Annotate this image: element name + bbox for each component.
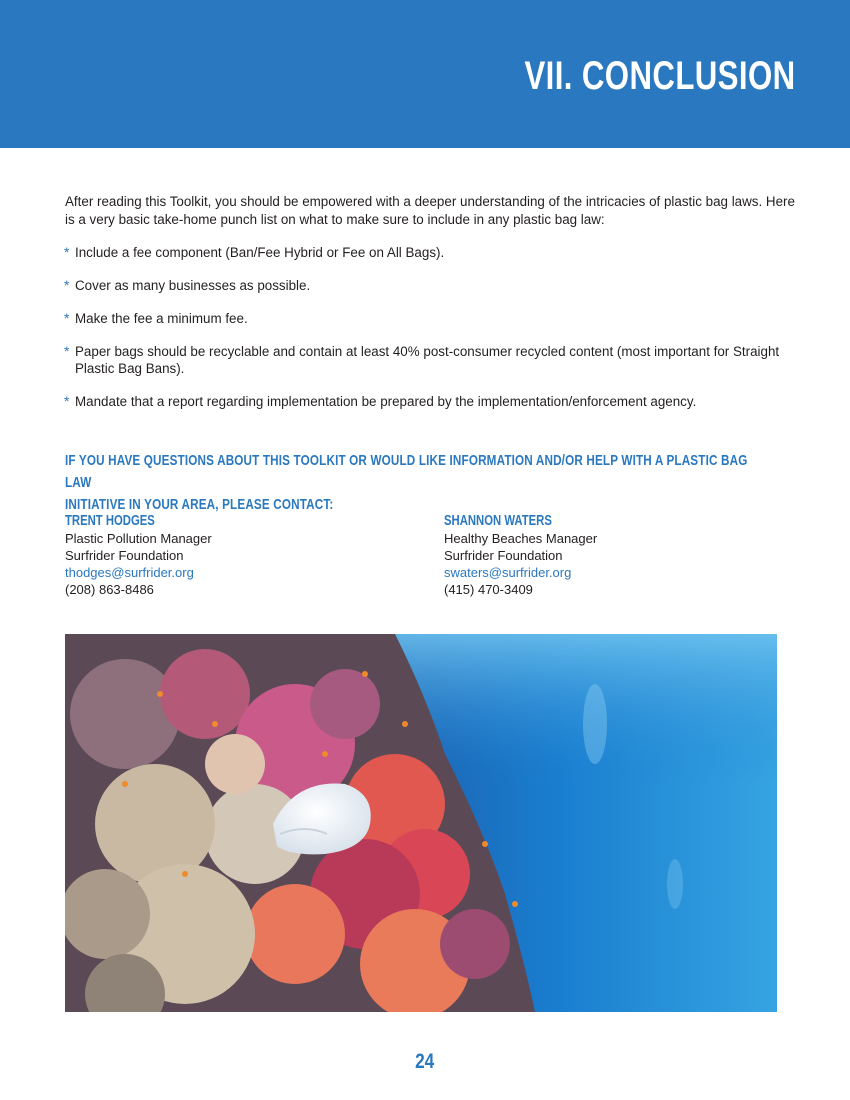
list-item	[64, 343, 784, 377]
contact-email-link[interactable]: thodges@surfrider.org	[65, 565, 194, 580]
contact-role: Healthy Beaches Manager	[444, 531, 598, 546]
asterisk-bullet-icon: *	[64, 343, 70, 359]
list-item	[64, 244, 784, 261]
page-number	[0, 1050, 850, 1074]
list-item	[64, 310, 784, 327]
contact-phone: (415) 470-3409	[444, 582, 533, 597]
list-item-text: Paper bags should be recyclable and contain at least 40% post-consumer recycled content (most important for Straight Plastic Bag Bans).	[75, 344, 780, 376]
list-item	[64, 277, 784, 294]
contact-name: SHANNON WATERS	[444, 513, 552, 529]
list-item-text: Make the fee a minimum fee.	[75, 311, 248, 326]
contact-email-link[interactable]: swaters@surfrider.org	[444, 565, 572, 580]
contact-card-shannon	[444, 512, 597, 598]
contact-role: Plastic Pollution Manager	[65, 531, 212, 546]
coral-reef-plastic-bag-photo	[65, 634, 777, 1012]
contact-org: Surfrider Foundation	[444, 548, 563, 563]
list-item-text: Mandate that a report regarding implementation be prepared by the implementation/enforcement agency.	[75, 394, 697, 409]
coral-reef-illustration	[65, 634, 777, 1012]
contact-heading-line-2: INITIATIVE IN YOUR AREA, PLEASE CONTACT:	[65, 496, 334, 513]
list-item	[64, 393, 784, 410]
punch-list	[64, 244, 784, 426]
contact-heading-line-1: IF YOU HAVE QUESTIONS ABOUT THIS TOOLKIT OR WOULD LIKE INFORMATION AND/OR HELP WITH A PLASTIC BAG LAW	[65, 452, 748, 491]
page-number-text: 24	[415, 1050, 435, 1073]
list-item-text: Include a fee component (Ban/Fee Hybrid or Fee on All Bags).	[75, 245, 445, 260]
asterisk-bullet-icon: *	[64, 393, 70, 409]
contact-heading	[65, 450, 767, 516]
header-band	[0, 0, 850, 148]
section-title: VII. CONCLUSION	[524, 54, 796, 98]
contact-phone: (208) 863-8486	[65, 582, 154, 597]
asterisk-bullet-icon: *	[64, 244, 70, 260]
list-item-text: Cover as many businesses as possible.	[75, 278, 311, 293]
contact-card-trent	[65, 512, 212, 598]
contact-org: Surfrider Foundation	[65, 548, 184, 563]
asterisk-bullet-icon: *	[64, 310, 70, 326]
contact-name: TRENT HODGES	[65, 513, 155, 529]
intro-paragraph: After reading this Toolkit, you should be empowered with a deeper understanding of the intricacies of plastic bag laws. Here is a very basic take-home punch list on what to make sure to include in any plastic bag law:	[65, 194, 795, 227]
asterisk-bullet-icon: *	[64, 277, 70, 293]
